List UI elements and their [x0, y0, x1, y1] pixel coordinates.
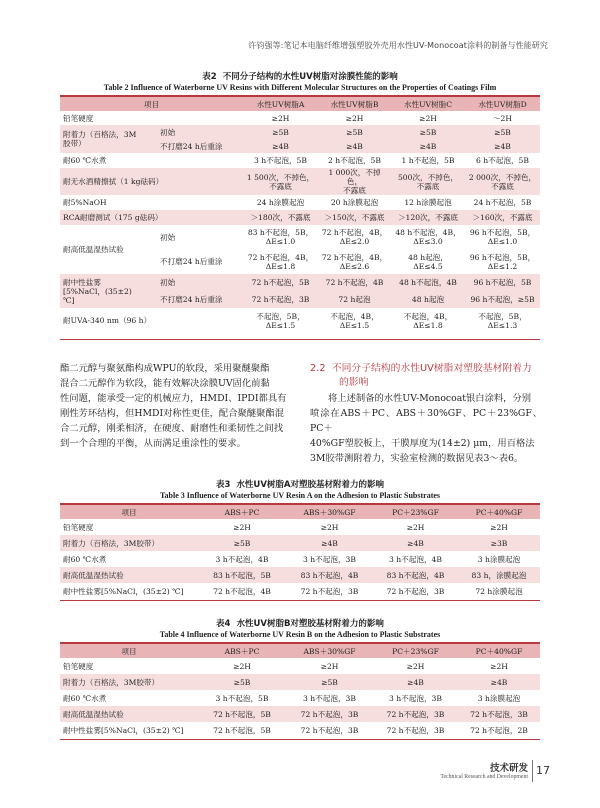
cell: ≥2H	[490, 522, 508, 532]
cell: 48 h起泡	[391, 291, 465, 308]
cell: 72 h不起泡，4B	[318, 274, 391, 291]
page-number: 17	[536, 764, 550, 777]
table-row	[60, 111, 540, 125]
table-row	[60, 210, 540, 225]
cell: ≥2H	[233, 661, 251, 671]
cell-line1: 96 h不起泡，5B，	[469, 228, 536, 237]
cell: ≥5B	[198, 535, 286, 551]
table-row	[60, 225, 540, 249]
text-line: 性问题，能承受一定的机械应力，HMDI、IPDI都具有	[60, 393, 287, 404]
cell: ≥2H	[406, 522, 425, 532]
row-item-line2: 胶带）	[63, 139, 86, 148]
cell	[243, 308, 318, 333]
cell: 3 h不起泡，3B	[303, 554, 356, 564]
table2-header-b: 水性UV树脂B	[318, 97, 391, 111]
cell-line2: 不露底	[491, 181, 514, 191]
row-sub: 初始	[160, 232, 176, 242]
row-item: 耐60 ℃水煮	[63, 156, 107, 165]
cell: 12 h涂膜起泡	[404, 198, 452, 207]
row-item: 耐高低温湿热试验	[63, 245, 124, 254]
section-title-line2: 的影响	[339, 377, 369, 388]
cell: 72 h不起泡，3B	[386, 586, 445, 596]
row-sub: 初始	[157, 274, 243, 291]
cell: ≥4B	[373, 674, 458, 690]
cell: 72 h不起泡，5B	[213, 725, 271, 735]
cell: 48 h不起泡，4B	[391, 274, 465, 291]
cell	[318, 308, 391, 333]
cell: 72 h起泡	[318, 291, 391, 308]
table-row	[60, 168, 540, 195]
cell: ≥5B	[465, 125, 540, 139]
table-row	[60, 153, 540, 168]
table-row	[60, 658, 540, 674]
text-line: 合二元醇，刚柔相济，在硬度、耐磨性和柔韧性之间找	[60, 423, 284, 434]
cell: 2 h不起泡，5B	[328, 156, 381, 165]
row-item: 附着力（百格法，3M胶带）	[60, 674, 198, 690]
cell-line1: 72 h不起泡，4B，	[247, 252, 314, 262]
cell	[391, 168, 465, 195]
cell: 72 h不起泡，5B	[243, 274, 318, 291]
cell: 72 h涂膜起泡	[475, 586, 523, 596]
cell: 72 h不起泡，3B	[300, 725, 359, 735]
cell	[318, 168, 391, 195]
row-sub: 不打磨24 h后重涂	[160, 257, 223, 266]
table4-title: 水性UV树脂B对塑胶基材附着力的影响	[236, 619, 384, 629]
row-item-line2: [5%NaCl，(35±2)	[63, 286, 132, 296]
cell-line2: 不露底	[343, 186, 366, 195]
cell: 72 h不起泡，5B	[198, 706, 286, 722]
cell-line1: 不起泡，4B，	[403, 311, 453, 321]
table3-header-pc-23gf: PC＋23%GF	[373, 505, 458, 519]
cell-line1: 不起泡，5B，	[478, 311, 527, 321]
cell: 3 h不起泡，4B	[389, 554, 442, 564]
text-line: 40%GF塑胶板上，干膜厚度为(14±2) μm，用百格法	[310, 438, 535, 449]
cell	[391, 225, 465, 249]
cell: 96 h不起泡，5B	[465, 274, 540, 291]
cell-line2: ΔE≤1.5	[339, 320, 370, 330]
row-item: 耐中性盐雾[5%NaCl，(35±2) ℃]	[63, 586, 184, 596]
row-item: RCA耐磨测试（175 g砝码）	[60, 210, 243, 225]
cell-line2: ΔE≤1.2	[487, 261, 518, 271]
cell: ～2H	[492, 113, 513, 123]
cell: ≥4B	[391, 139, 465, 153]
section-number: 2.2	[310, 363, 326, 374]
cell: 48 h起泡，ΔE≤4.5	[408, 252, 448, 271]
table4-header-pc-23gf: PC＋23%GF	[373, 644, 458, 658]
cell: ≥5B	[318, 125, 391, 139]
cell: ≥5B	[198, 674, 286, 690]
row-item: 耐60 ℃水煮	[63, 693, 107, 703]
cell: 72 h不起泡，3B	[286, 706, 373, 722]
cell	[391, 308, 465, 333]
cell	[243, 249, 318, 274]
cell: ≥4B	[458, 674, 540, 690]
text-line: 酯二元醇与聚氨酯构成WPU的软段，采用聚醚聚酯	[60, 363, 270, 374]
cell: ≥3B	[458, 535, 540, 551]
table2-caption-cn	[60, 70, 540, 82]
table2-caption-en: Table 2 Influence of Waterborne UV Resins with Different Molecular Structures on the Properties of Coatings Film	[103, 83, 497, 92]
row-item	[60, 274, 157, 308]
table-row	[60, 274, 540, 291]
cell-line1: 96 h不起泡，5B，	[469, 252, 536, 262]
table-row	[60, 535, 540, 551]
table3-caption-cn	[60, 478, 540, 490]
table3-bottom-rule	[60, 600, 540, 601]
row-item: 耐中性盐雾[5%NaCl，(35±2) ℃]	[63, 725, 184, 735]
row-sub: 初始	[157, 125, 243, 139]
running-head: 许钧强等:笔记本电脑纤维增强塑胶外壳用水性UV-Monocoat涂料的制备与性能研究	[248, 41, 548, 50]
row-item: 铅笔硬度	[63, 113, 94, 123]
cell: 20 h涂膜起泡	[330, 198, 379, 207]
cell-line2: 不露底	[269, 181, 292, 191]
table4-header-pc-40gf: PC＋40%GF	[458, 644, 540, 658]
cell: 1 h不起泡，5B	[401, 156, 455, 165]
row-item: 附着力（百格法，3M胶带）	[60, 535, 198, 551]
row-sub: 不打磨24 h后重涂	[157, 139, 243, 153]
section-heading	[310, 362, 550, 390]
table-row	[60, 308, 540, 333]
table4-caption-cn	[60, 617, 540, 629]
table-row	[60, 567, 540, 583]
row-item-line1: 附着力（百格法，3M	[63, 130, 137, 139]
table2-header-d: 水性UV树脂D	[465, 97, 540, 111]
cell: ≥4B	[243, 139, 318, 153]
table3-header-abs-pc: ABS＋PC	[198, 505, 286, 519]
left-paragraph	[60, 361, 290, 451]
cell: 24 h不起泡，5B	[473, 198, 532, 207]
text-line: 混合二元醇作为软段，能有效解决涂膜UV固化前黏	[60, 378, 270, 389]
table3-label: 表3	[216, 480, 231, 490]
cell: ＞180次，不露底	[243, 210, 318, 225]
cell: 3 h涂膜起泡	[477, 693, 521, 703]
row-item: 耐5%NaOH	[63, 198, 107, 207]
cell-line2: ΔE≤3.0	[413, 237, 443, 246]
footer-divider	[532, 760, 533, 782]
cell-line2: ΔE≤2.0	[339, 237, 370, 246]
cell: 72 h不起泡，3B	[458, 706, 540, 722]
cell-line1: 不起泡，4B，	[330, 311, 379, 321]
cell-line1: 1 000次，不掉色，	[328, 168, 381, 186]
cell: ＞150次，不露底	[318, 210, 391, 225]
row-item: 耐无水酒精擦拭（1 kg砝码）	[60, 168, 243, 195]
cell: 72 h不起泡，3B	[243, 291, 318, 308]
cell: 96 h不起泡，≥5B	[465, 291, 540, 308]
table-row	[60, 195, 540, 210]
cell-line1: 500次，不掉色，	[397, 172, 459, 182]
cell: ＞160次，不露底	[465, 210, 540, 225]
cell: ≥2H	[320, 661, 339, 671]
cell: ≥4B	[373, 535, 458, 551]
cell-line2: ΔE≤1.5	[265, 320, 296, 330]
table2-header-c: 水性UV树脂C	[391, 97, 465, 111]
cell: 83 h，涂膜起泡	[458, 567, 540, 583]
table3-header-pc-40gf: PC＋40%GF	[458, 505, 540, 519]
table2-bottom-rule	[60, 339, 540, 340]
table4-header-abs-pc: ABS＋PC	[198, 644, 286, 658]
footer-column-cn: 技术研发	[489, 763, 528, 774]
row-item	[60, 125, 157, 153]
cell: ≥2H	[406, 661, 425, 671]
row-sub: 不打磨24 h后重涂	[157, 291, 243, 308]
table4-header-item: 项目	[60, 644, 198, 658]
cell: 3 h不起泡，3B	[303, 693, 356, 703]
table3-header-item: 项目	[60, 505, 198, 519]
cell: 6 h不起泡，5B	[476, 156, 529, 165]
cell	[465, 249, 540, 274]
cell-line2: ΔE≤1.8	[265, 261, 296, 271]
cell-line2: ΔE≤1.3	[487, 320, 518, 330]
cell-line1: 72 h不起泡，4B，	[321, 252, 388, 262]
cell-line1: 2 000次，不掉色，	[468, 172, 537, 182]
cell: ≥5B	[391, 125, 465, 139]
table-row	[60, 551, 540, 567]
cell: 83 h不起泡，4B	[286, 567, 373, 583]
table4-caption-en: Table 4 Influence of Waterborne UV Resin B on the Adhesion to Plastic Substrates	[159, 630, 441, 639]
table-row	[60, 583, 540, 599]
table2	[60, 97, 540, 333]
cell: ≥5B	[286, 674, 373, 690]
table3-caption-en: Table 3 Influence of Waterborne UV Resin A on the Adhesion to Plastic Substrates	[159, 491, 441, 500]
row-item: 耐高低温湿热试验	[60, 706, 198, 722]
cell-line2: ΔE≤2.6	[339, 261, 370, 271]
text-line: 到一个合理的平衡，从而满足重涂性的要求。	[60, 438, 246, 449]
table4	[60, 644, 540, 738]
cell	[243, 225, 318, 249]
cell: ≥4B	[465, 139, 540, 153]
table-row	[60, 125, 540, 139]
table-row	[60, 519, 540, 535]
cell: ≥2H	[490, 661, 508, 671]
table3-title: 水性UV树脂A对塑胶基材附着力的影响	[236, 480, 384, 490]
table-row	[60, 674, 540, 690]
cell	[243, 168, 318, 195]
cell: 72 h不起泡，2B	[470, 725, 528, 735]
cell-line2: 不露底	[416, 181, 440, 191]
cell: ≥2H	[320, 522, 339, 532]
row-item: 耐UVA-340 nm（96 h）	[63, 316, 152, 325]
section-title-line1: 不同分子结构的水性UV树脂对塑胶基材附着力	[331, 363, 532, 374]
cell: 3 h不起泡，5B	[215, 693, 269, 703]
footer-column-en: Technical Research and Development	[440, 774, 528, 780]
cell: ≥5B	[243, 125, 318, 139]
table-row	[60, 722, 540, 738]
table-row	[60, 706, 540, 722]
cell-line2: ΔE≤1.0	[487, 237, 518, 246]
cell	[318, 225, 391, 249]
text-line: 刚性芳环结构，但HMDI对称性更佳，配合聚醚聚酯混	[60, 408, 284, 419]
cell: 3 h涂膜起泡	[477, 554, 521, 564]
cell: ＞120次，不露底	[391, 210, 465, 225]
text-line: 将上述制备的水性UV-Monocoat银白涂料，分别	[328, 393, 532, 404]
cell: 24 h涂膜起泡	[256, 198, 305, 207]
cell: 72 h不起泡，4B	[213, 586, 271, 596]
table4-bottom-rule	[60, 739, 540, 740]
text-line: 喷涂在ABS＋PC、ABS＋30%GF、PC＋23%GF、PC＋	[310, 408, 542, 434]
row-item: 耐60 ℃水煮	[63, 554, 107, 564]
cell: ≥2H	[419, 113, 437, 123]
cell: ≥2H	[233, 522, 251, 532]
row-item-line3: ℃]	[63, 295, 75, 305]
table3-header-abs-30gf: ABS＋30%GF	[286, 505, 373, 519]
cell	[465, 308, 540, 333]
cell: 3 h不起泡，5B	[254, 156, 307, 165]
row-item: 铅笔硬度	[63, 661, 94, 671]
cell: 3 h不起泡，4B	[215, 554, 269, 564]
cell-line1: 1 500次，不掉色，	[246, 172, 315, 182]
cell: ≥2H	[271, 113, 290, 123]
cell-line2: ΔE≤1.8	[413, 320, 443, 330]
row-item-line1: 耐中性盐雾	[63, 277, 101, 287]
table4-label: 表4	[216, 619, 231, 629]
table2-header-a: 水性UV树脂A	[243, 97, 318, 111]
section-paragraph	[310, 391, 542, 466]
cell: ≥2H	[345, 113, 364, 123]
cell: 83 h不起泡，5B	[198, 567, 286, 583]
cell: 72 h不起泡，3B	[386, 725, 445, 735]
cell: ≥4B	[286, 535, 373, 551]
cell: ≥4B	[318, 139, 391, 153]
row-item: 耐高低温湿热试验	[60, 567, 198, 583]
row-item: 铅笔硬度	[63, 522, 94, 532]
cell-line1: 不起泡，5B，	[256, 311, 305, 321]
cell: 3 h不起泡，3B	[389, 693, 442, 703]
cell: 72 h不起泡，3B	[300, 586, 359, 596]
table2-title: 不同分子结构的水性UV树脂对涂膜性能的影响	[222, 72, 398, 82]
cell-line1: 48 h不起泡，4B，	[395, 228, 461, 237]
cell-line2: ΔE≤1.0	[265, 237, 296, 246]
cell	[465, 225, 540, 249]
cell-line1: 72 h不起泡，4B，	[321, 228, 388, 237]
table4-header-abs-30gf: ABS＋30%GF	[286, 644, 373, 658]
cell-line1: 83 h不起泡，5B，	[247, 228, 314, 237]
text-line: 3M胶带测附着力，实验室检测的数据见表3～表6。	[310, 453, 524, 464]
cell	[465, 168, 540, 195]
cell	[318, 249, 391, 274]
cell: 72 h不起泡，3B	[373, 706, 458, 722]
table2-label: 表2	[202, 72, 217, 82]
table-row	[60, 690, 540, 706]
table3	[60, 505, 540, 599]
cell: 83 h不起泡，4B	[373, 567, 458, 583]
table2-header-item: 项目	[60, 97, 243, 111]
